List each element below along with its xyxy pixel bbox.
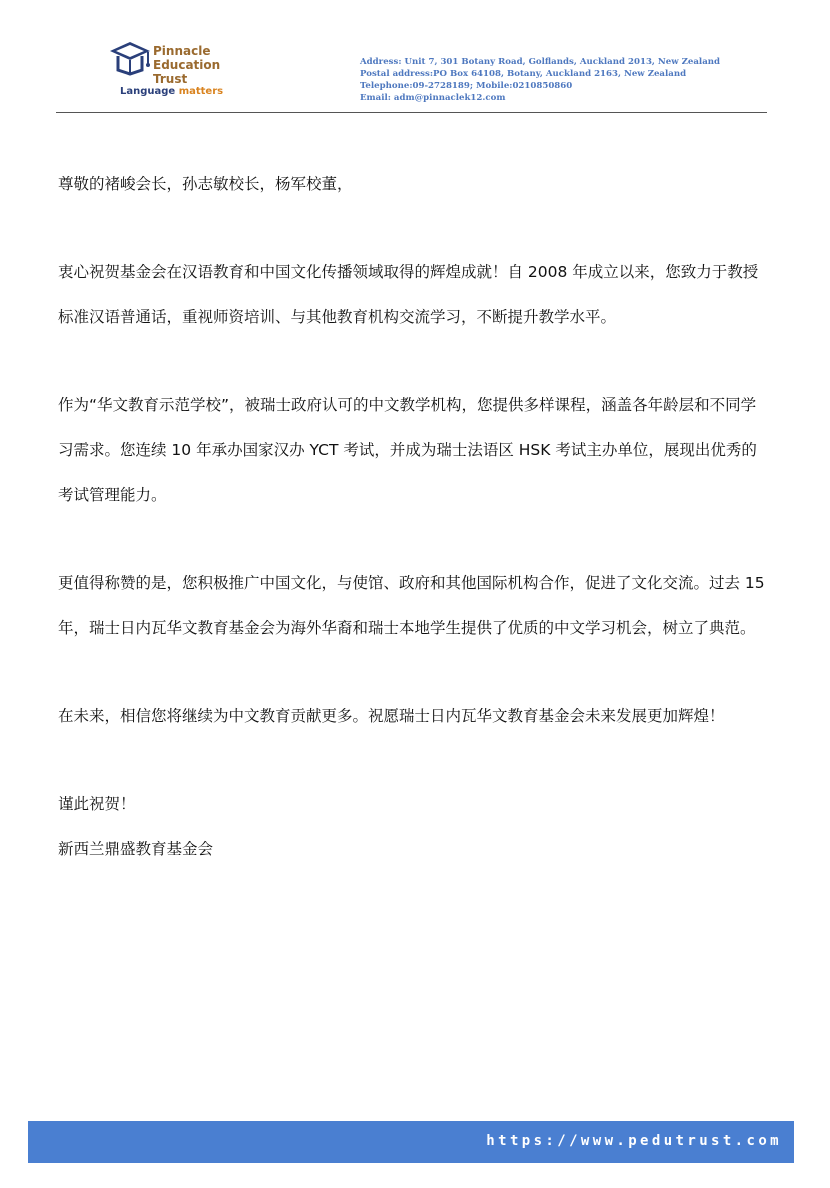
letterhead	[0, 0, 830, 114]
logo-name-line-1: Pinnacle	[153, 44, 211, 58]
contact-block	[360, 56, 720, 104]
graduation-cap-book-icon	[108, 40, 152, 84]
paragraph-1: 衷心祝贺基金会在汉语教育和中国文化传播领域取得的辉煌成就！自 2008 年成立以来，您致力于教授标准汉语普通话，重视师资培训、与其他教育机构交流学习，不断提升教学水平。	[58, 263, 759, 326]
contact-address: Address: Unit 7, 301 Botany Road, Golflands, Auckland 2013, New Zealand	[360, 57, 721, 67]
contact-postal: Postal address:PO Box 64108, Botany, Auckland 2163, New Zealand	[360, 69, 687, 79]
paragraph-4: 在未来，相信您将继续为中文教育贡献更多。祝愿瑞士日内瓦华文教育基金会未来发展更加辉煌！	[58, 707, 725, 725]
closing: 谨此祝贺！	[58, 795, 136, 813]
paragraph-2: 作为“华文教育示范学校”，被瑞士政府认可的中文教学机构，您提供多样课程，涵盖各年龄层和不同学习需求。您连续 10 年承办国家汉办 YCT 考试，并成为瑞士法语区 HSK 考试主办单位，展现出优秀的考试管理能力。	[58, 396, 757, 504]
logo	[108, 40, 238, 102]
logo-name-line-3: Trust	[153, 72, 188, 86]
contact-email: Email: adm@pinnaclek12.com	[360, 93, 506, 103]
footer-url[interactable]: https://www.pedutrust.com	[486, 1133, 782, 1149]
salutation: 尊敬的褚峻会长，孙志敏校长，杨军校董，	[58, 175, 353, 193]
header-divider	[56, 112, 767, 113]
footer-bar	[28, 1121, 794, 1163]
logo-tagline	[120, 86, 223, 97]
contact-phone: Telephone:09-2728189; Mobile:0210850860	[360, 81, 573, 91]
letter-body	[58, 162, 770, 872]
signature: 新西兰鼎盛教育基金会	[58, 840, 214, 858]
logo-name-line-2: Education	[153, 58, 221, 72]
paragraph-3: 更值得称赞的是，您积极推广中国文化，与使馆、政府和其他国际机构合作，促进了文化交流。过去 15 年，瑞士日内瓦华文教育基金会为海外华裔和瑞士本地学生提供了优质的中文学习机会，树立了典范。	[58, 574, 765, 637]
logo-wordmark	[153, 44, 220, 86]
tagline-main: Language	[120, 86, 176, 97]
tagline-accent: matters	[178, 86, 224, 97]
